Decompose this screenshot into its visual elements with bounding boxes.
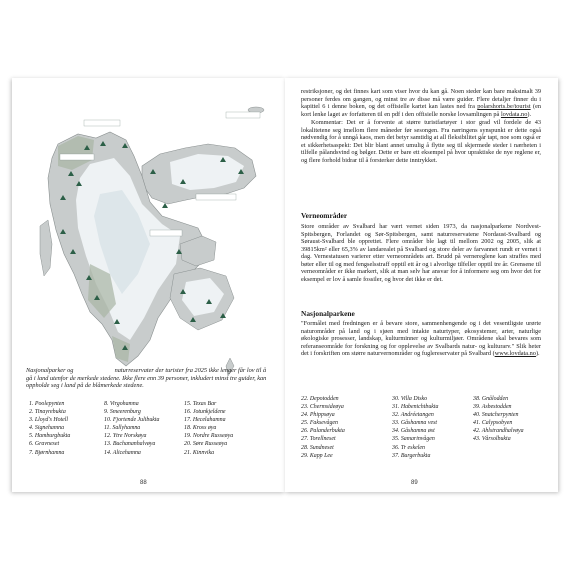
legend-item: 5. Hamburgbukta: [29, 433, 71, 440]
intro-text: [301, 88, 541, 165]
legend-item: 20. Søre Russeøya: [184, 441, 228, 448]
paragraph-4b: ).: [535, 350, 540, 357]
paragraph-1c: ).: [527, 110, 532, 118]
legend-item: 39. Asbestodden: [473, 404, 512, 411]
page-number-right: 89: [411, 480, 418, 486]
legend-item: 37. Burgerbukta: [392, 452, 431, 459]
legend-item: 42. Ahlstrandhalvøya: [473, 428, 524, 435]
legend-item: 4. Signehamna: [29, 425, 65, 432]
book-spread: [12, 78, 558, 492]
legend-item: 29. Kapp Lee: [301, 452, 333, 459]
legend-item: 22. Depotodden: [301, 396, 339, 402]
legend-item: 38. Gnålodden: [473, 396, 509, 402]
legend-item: 16. Jotunkjeldene: [184, 409, 226, 416]
legend-item: 41. Calypsobyen: [473, 420, 513, 427]
legend-item: 2. Tinayrebukta: [29, 409, 66, 416]
legend-item: 34. Gåshamna øst: [392, 428, 435, 435]
legend-item: 9. Smeerenburg: [104, 409, 141, 416]
paragraph-3: Store områder av Svalbard har vært vernet siden 1973, da nasjonalparkene Nordvest-Spitsbergen, Forlandet og Sør-Spitsbergen, samt naturreservatene Nordaust-Svalbard og Søraust-Svalbard ble opprettet. Flere områder ble lagt til mellom 2002 og 2005, slik at 39815km² eller 65,3% av landarealet på Svalbard og store deler av farvannet rundt er vernet i dag. Vernestatusen varierer etter verneområdets art. Brudd på vernereglene kan straffes med bøter eller til og med fengselsstraff opptil ett år og i alvorlige tilfeller opptil tre år. Grensene til verneområder er ikke markert, slik at man selv har ansvar for å informere seg om hvor det for eksempel er lov å samle fossiler, og hvor det ikke er det.: [301, 223, 541, 283]
legend-column-4: [301, 395, 345, 460]
legend-column-6: [473, 395, 524, 444]
legend-item: 3. Lloyd's Hotell: [29, 417, 69, 424]
right-page: [285, 78, 558, 492]
heading-nasjonalparkene: Nasjonalparkene: [301, 309, 355, 318]
legend-item: 11. Sallyhamna: [104, 425, 141, 432]
national-parks-text: [301, 320, 541, 359]
legend-item: 25. Faksevågen: [301, 420, 338, 427]
legend-item: 19. Nordre Russeøya: [184, 433, 234, 440]
legend-item: 36. Tr eskelen: [392, 444, 425, 451]
left-page: [12, 78, 285, 492]
legend-item: 14. Alicehamna: [104, 449, 141, 456]
legend-column-5: [392, 395, 438, 460]
legend-item: 27. Torellneset: [301, 436, 336, 443]
legend-item: 23. Chermsideøya: [301, 404, 344, 411]
paragraph-1b: (en kort lenke laget av forfatteren til en pdf i den offisielle norske lovsamlingen på: [301, 103, 542, 118]
legend-item: 17. Hecelahamna: [184, 417, 226, 424]
link-lovdata[interactable]: lovdata.no: [500, 110, 528, 118]
caption-part-2: naturreservater der turister fra 2025 ikke lenger får lov til å gå i land: [26, 367, 267, 382]
legend-column-1: [29, 400, 70, 457]
link-www-lovdata[interactable]: www.lovdata.no: [494, 350, 536, 357]
legend-item: 24. Phippsøya: [301, 412, 335, 419]
legend-item: 26. Palanderbukta: [301, 428, 345, 435]
heading-verneomrader: Verneområder: [301, 211, 348, 220]
legend-item: 43. Vårsolbukta: [473, 436, 511, 443]
legend-item: 31. Habenichtbukta: [392, 404, 439, 411]
protected-areas-text: [301, 223, 541, 284]
legend-column-3: [184, 400, 233, 457]
caption-part-1: Nasjonalparker og: [26, 367, 74, 374]
legend-item: 10. Fjortende Julibukta: [104, 417, 160, 424]
legend-item: 15. Texas Bar: [184, 401, 217, 407]
page-number-left: 88: [140, 480, 147, 486]
legend-item: 28. Sundneset: [301, 444, 334, 451]
legend-item: 8. Virgohamna: [104, 401, 139, 407]
legend-item: 21. Kinnvika: [184, 449, 215, 456]
paragraph-1: restriksjoner, og det finnes kart som viser hvor du kan gå. Noen steder kan bare maksimalt 39 personer ferdes om gangen, og minst tre av disse må være guider. Flere detaljer finner du i kapittel 6 i denne boken, og det offisielle kartet kan lastes ned fra: [301, 88, 541, 110]
legend-column-2: [104, 400, 159, 457]
legend-item: 13. Buchananhalvøya: [104, 441, 156, 448]
paragraph-2: Kommentar: Det er å forvente at større turistfartøyer i stor grad vil fordele de 43 lokalitetene seg imellom flere måneder før sesongen. Fra næringens synspunkt er dette også nødvendig for å unngå kaos, men det betyr samtidig at all fleksibilitet går tapt, noe som også er et sikkerhetsaspekt: Det blir blant annet umulig å flytte seg til skjermede steder i nærheten i tilfelle pålandsvind og bølger. Dette er bare ett eksempel på hvor upraktiske de nye reglene er, og flere forhold bidrar til å forsterker dette inntrykket.: [301, 119, 541, 164]
legend-item: 18. Kross øya: [184, 425, 217, 432]
legend-item: 1. Poolepynten: [29, 401, 65, 407]
map-caption: [26, 367, 272, 390]
legend-item: 32. Andréetangen: [392, 412, 434, 419]
legend-item: 40. Snatcherpynten: [473, 412, 519, 419]
svalbard-map-graphic: [30, 104, 268, 394]
link-polarshorts[interactable]: polarshorts.be/tourist: [477, 103, 531, 110]
svalbard-map: [30, 104, 268, 394]
legend-item: 7. Bjørnhamna: [29, 449, 65, 456]
legend-item: 30. Villa Disko: [392, 396, 428, 402]
legend-item: 35. Samarinvågen: [392, 436, 435, 443]
legend-item: 6. Gravneset: [29, 441, 60, 448]
caption-part-3: utenfor de merkede stedene. Ikke flere enn 39 personer, inkludert minst tre guider, kan oppholde seg i land på de blåmerkede stedene.: [26, 374, 267, 390]
legend-item: 33. Gåshamna vest: [392, 420, 437, 427]
legend-item: 12. Ytre Norskøya: [104, 433, 147, 440]
paragraph-4: "Formålet med fredningen er å bevare store, sammenhengende og i det vesentligste urørte naturområder på land og i sjøen med intakte naturtyper, økosystemer, arter, naturlige økologiske prosesser, landskap, kulturminner og kulturmiljøer. Områdene skal bevares som referanseområde for forskning og for opplevelse av Svalbards natur- og kulturarv." Slik heter det i forskriften om større naturvernområder og fuglereservater på Svalbard (: [301, 320, 541, 357]
